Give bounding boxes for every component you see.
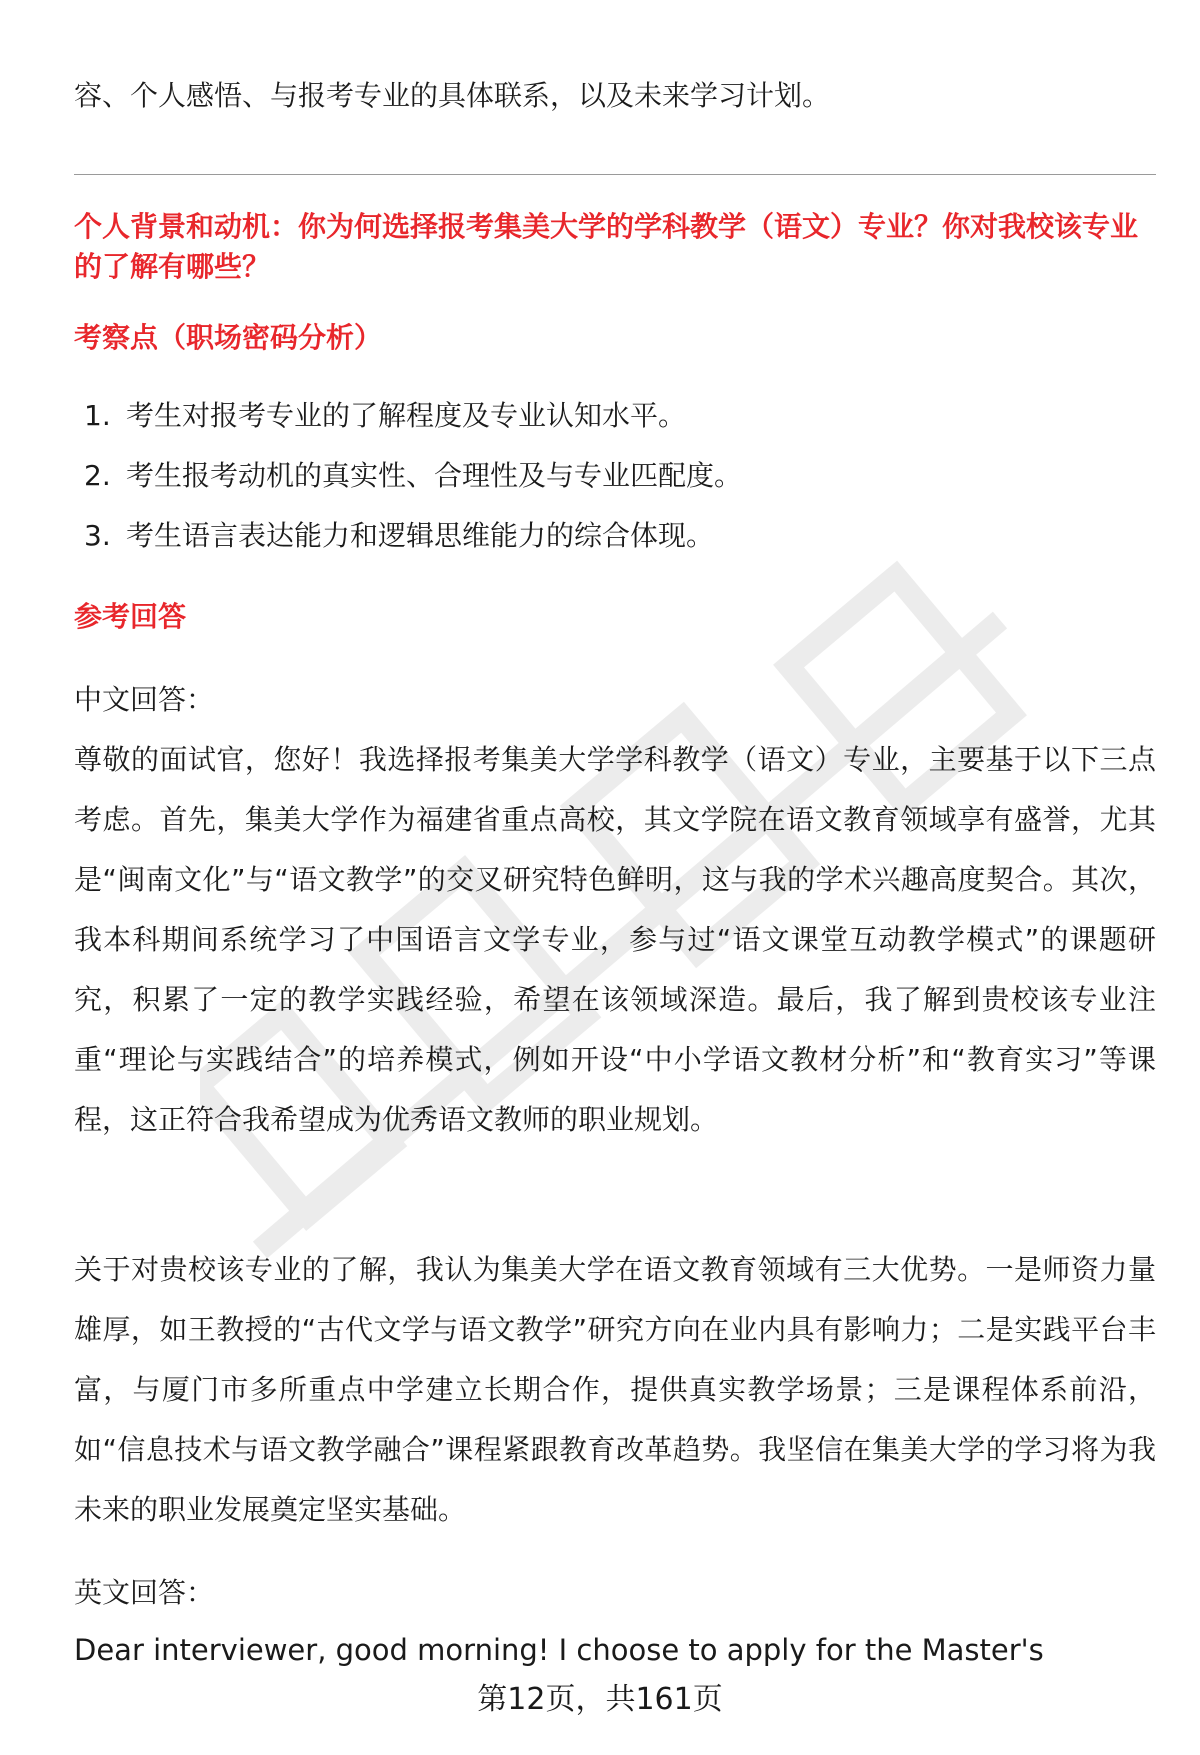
question-heading: 个人背景和动机：你为何选择报考集美大学的学科教学（语文）专业？你对我校该专业的了解有哪些？ [74, 210, 1139, 283]
english-answer-paragraph: Dear interviewer, good morning! I choose to apply for the Master's [74, 1633, 1044, 1667]
chinese-answer-paragraph-1: 尊敬的面试官，您好！我选择报考集美大学学科教学（语文）专业，主要基于以下三点考虑。首先，集美大学作为福建省重点高校，其文学院在语文教育领域享有盛誉，尤其是“闽南文化”与“语文教学”的交叉研究特色鲜明，这与我的学术兴趣高度契合。其次，我本科期间系统学习了中国语言文学专业，参与过“语文课堂互动教学模式”的课题研究，积累了一定的教学实践经验，希望在该领域深造。最后，我了解到贵校该专业注重“理论与实践结合”的培养模式，例如开设“中小学语文教材分析”和“教育实习”等课程，这正符合我希望成为优秀语文教师的职业规划。 [74, 743, 1156, 1136]
list-item: 3. 考生语言表达能力和逻辑思维能力的综合体现。 [84, 519, 715, 552]
page-number: 第12页，共161页 [477, 1682, 723, 1717]
list-item: 1. 考生对报考专业的了解程度及专业认知水平。 [84, 399, 687, 432]
key-points-list [84, 396, 1156, 576]
carryover-text: 容、个人感悟、与报考专业的具体联系，以及未来学习计划。 [74, 79, 831, 112]
list-item: 2. 考生报考动机的真实性、合理性及与专业匹配度。 [84, 459, 743, 492]
english-answer-label: 英文回答： [74, 1576, 215, 1609]
reference-answer-heading: 参考回答 [74, 600, 187, 633]
chinese-answer-label: 中文回答： [74, 683, 215, 716]
section-divider [74, 174, 1156, 175]
chinese-answer-paragraph-2: 关于对贵校该专业的了解，我认为集美大学在语文教育领域有三大优势。一是师资力量雄厚，如王教授的“古代文学与语文教学”研究方向在业内具有影响力；二是实践平台丰富，与厦门市多所重点中学建立长期合作，提供真实教学场景；三是课程体系前沿，如“信息技术与语文教学融合”课程紧跟教育改革趋势。我坚信在集美大学的学习将为我未来的职业发展奠定坚实基础。 [74, 1253, 1156, 1526]
key-points-heading: 考察点（职场密码分析） [74, 321, 383, 354]
